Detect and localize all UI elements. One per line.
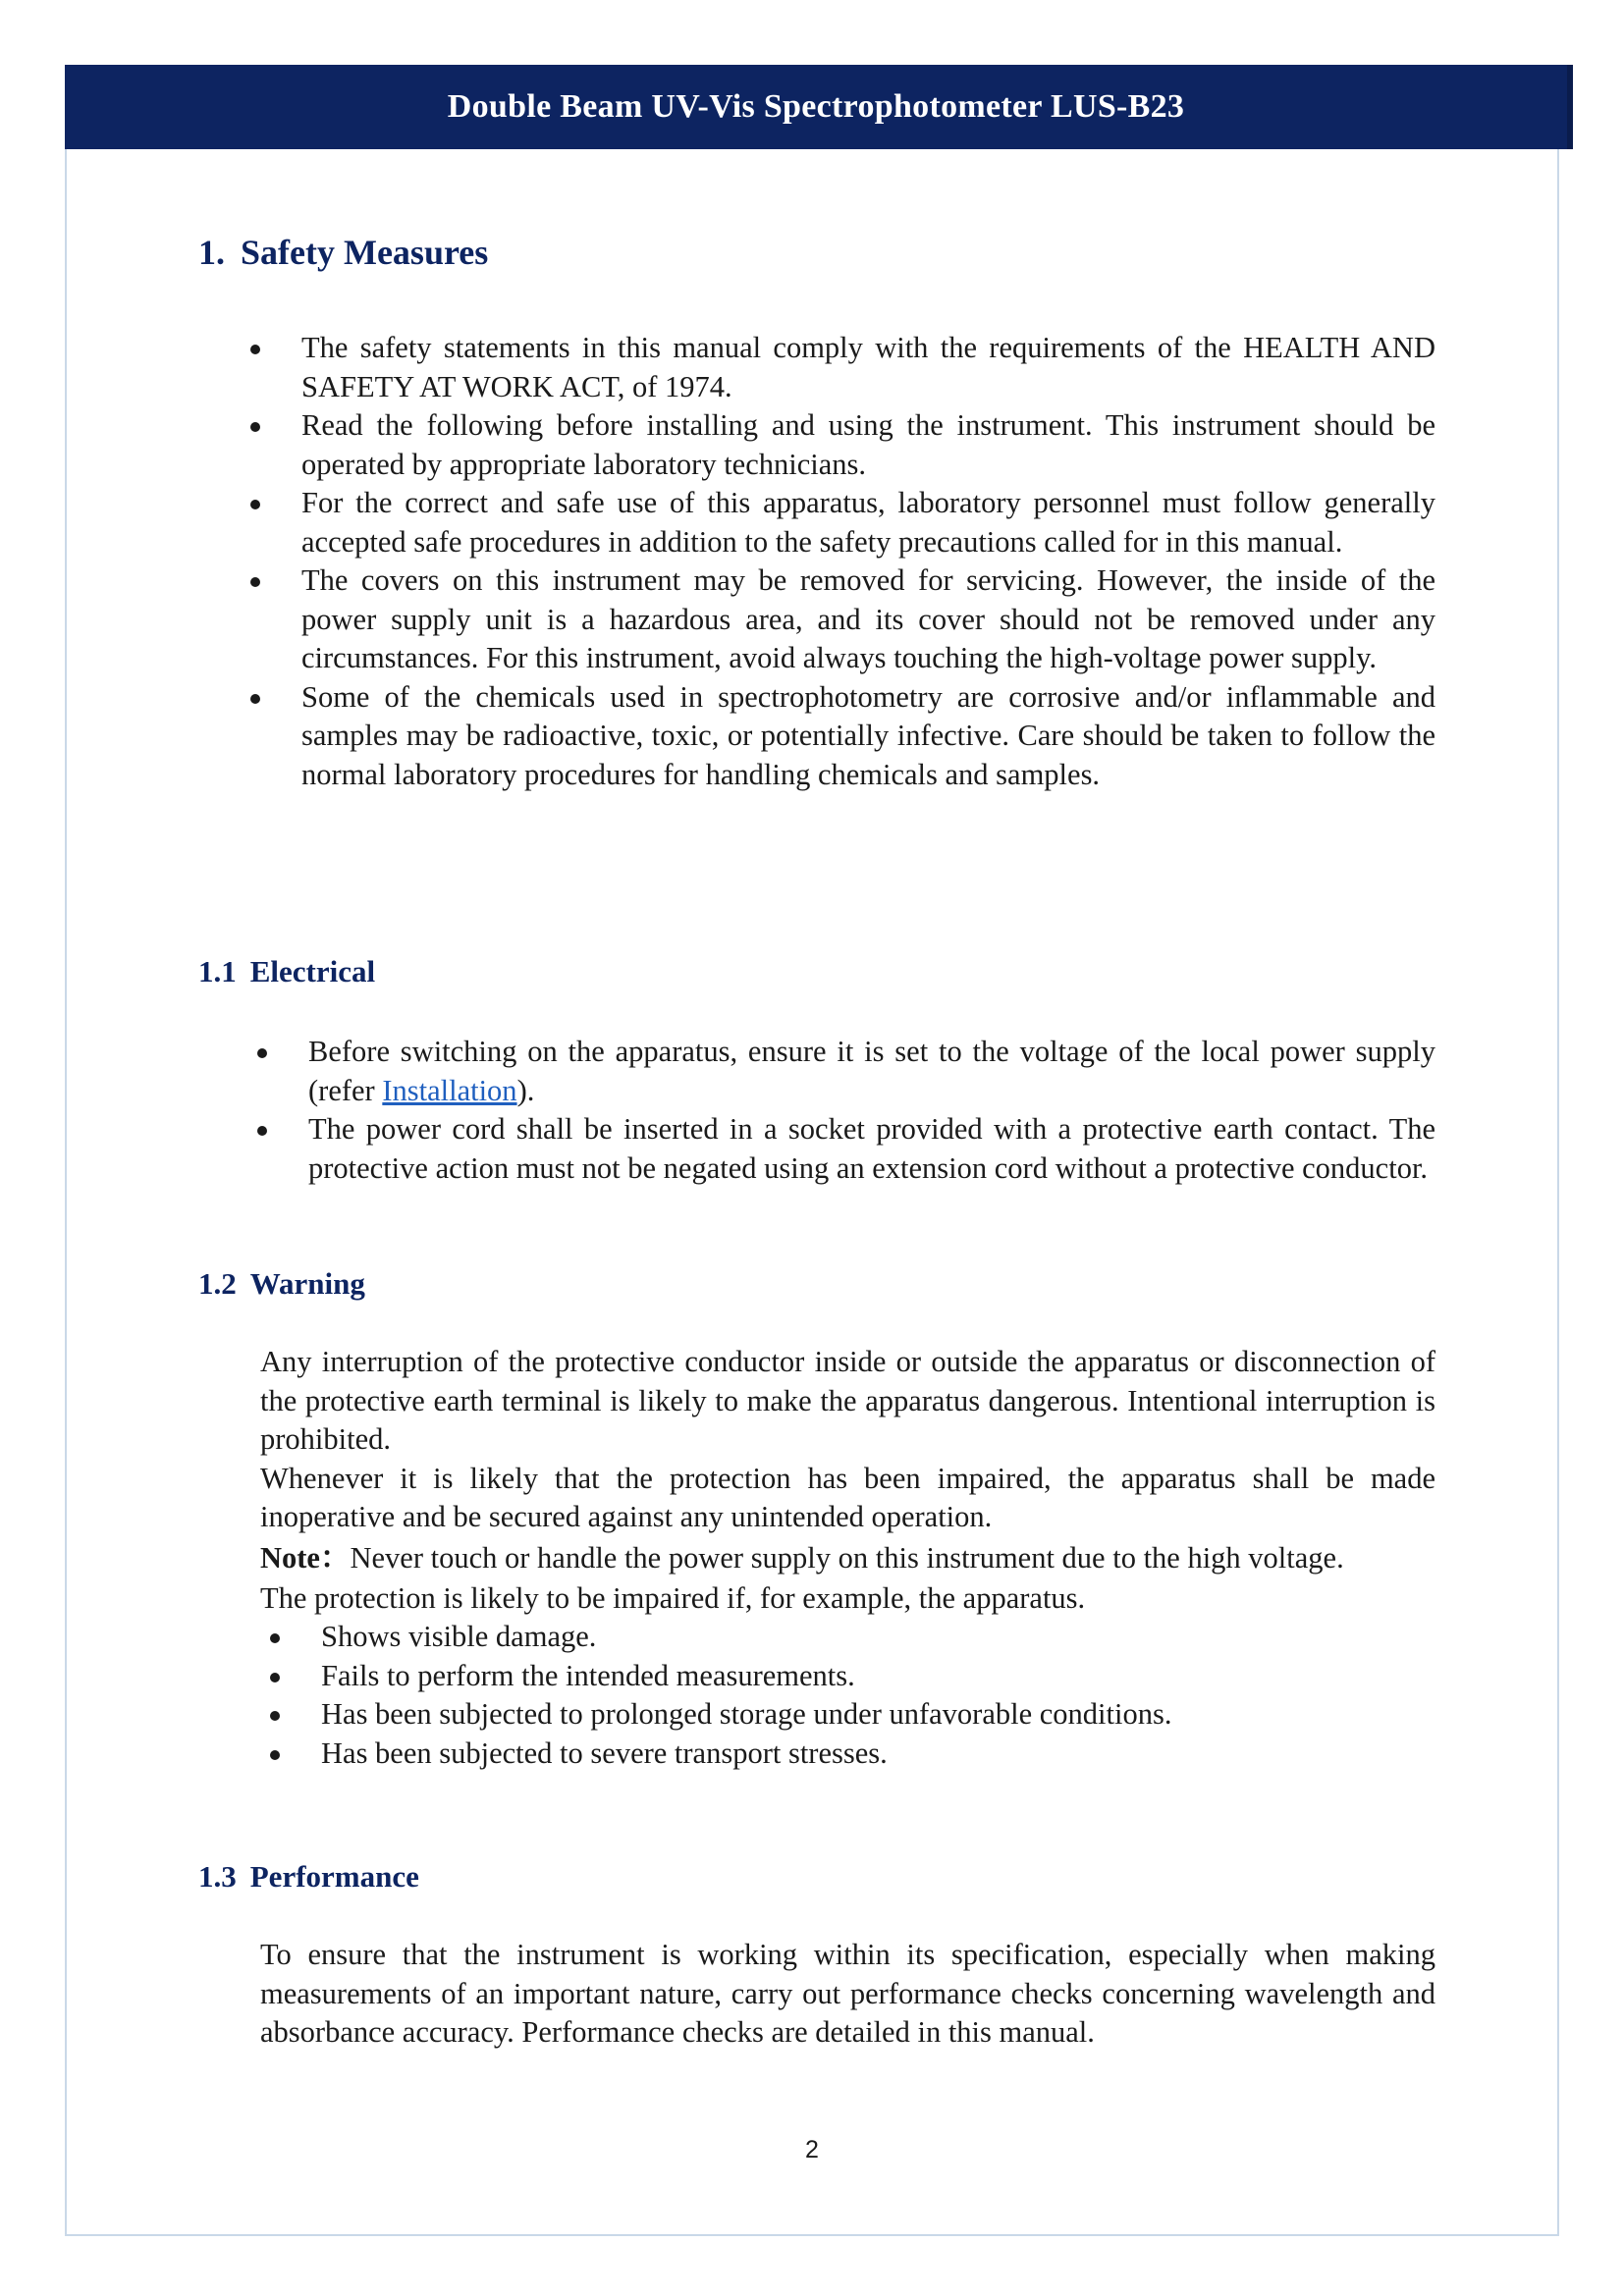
page-number: 2 (805, 2136, 819, 2163)
bullet-icon (250, 694, 260, 704)
bullet-icon (270, 1673, 280, 1682)
warning-body (260, 1343, 1435, 1773)
list-item: Has been subjected to prolonged storage under unfavorable conditions. (270, 1695, 1435, 1735)
document-header (65, 65, 1573, 149)
electrical-bullet-list (257, 1033, 1435, 1188)
subsection-number: 1.1 (198, 954, 237, 988)
list-item: Some of the chemicals used in spectrophotometry are corrosive and/or inflammable and samples may be radioactive, toxic, or potentially infective. Care should be taken to follow the normal laboratory procedures for handling chemicals and samples. (250, 678, 1435, 795)
section-number: 1. (198, 233, 225, 272)
list-item: Before switching on the apparatus, ensure it is set to the voltage of the local power supply (refer Installation). (257, 1033, 1435, 1110)
bullet-icon (257, 1048, 267, 1058)
impairment-bullet-list (270, 1618, 1435, 1773)
list-item: Shows visible damage. (270, 1618, 1435, 1657)
list-item: The covers on this instrument may be removed for servicing. However, the inside of the power supply unit is a hazardous area, and its cover should not be removed under any circumstances. For this instrument, avoid always touching the high-voltage power supply. (250, 561, 1435, 678)
note-label: Note： (260, 1540, 351, 1575)
subsection-title: Electrical (249, 954, 376, 988)
bullet-icon (250, 577, 260, 587)
subsection-heading-warning (198, 1266, 365, 1302)
subsection-title: Warning (249, 1266, 365, 1301)
warning-paragraph: Whenever it is likely that the protection has been impaired, the apparatus shall be made inoperative and be secured against any unintended operation. (260, 1461, 1435, 1533)
safety-bullet-list (250, 329, 1435, 794)
warning-paragraph: Any interruption of the protective conductor inside or outside the apparatus or disconnection of the protective earth terminal is likely to make the apparatus dangerous. Intentional interruption is prohibited. (260, 1345, 1435, 1456)
note-paragraph: Note：Never touch or handle the power supply on this instrument due to the high voltage. (260, 1540, 1344, 1575)
installation-link[interactable]: Installation (382, 1073, 517, 1107)
subsection-heading-performance (198, 1859, 419, 1895)
list-item: Read the following before installing and using the instrument. This instrument should be operated by appropriate laboratory technicians. (250, 406, 1435, 484)
list-item: Has been subjected to severe transport stresses. (270, 1735, 1435, 1774)
bullet-icon (250, 422, 260, 432)
bullet-icon (250, 345, 260, 354)
bullet-icon (270, 1750, 280, 1760)
document-title: Double Beam UV-Vis Spectrophotometer LUS-B23 (447, 88, 1185, 125)
subsection-number: 1.2 (198, 1266, 237, 1301)
bullet-icon (270, 1711, 280, 1721)
subsection-number: 1.3 (198, 1859, 237, 1894)
section-title: Safety Measures (241, 233, 489, 272)
list-item: Fails to perform the intended measurements. (270, 1657, 1435, 1696)
section-heading-safety-measures (198, 232, 488, 273)
bullet-icon (250, 500, 260, 509)
performance-paragraph: To ensure that the instrument is working within its specification, especially when making measurements of an important nature, carry out performance checks concerning wavelength and absorbance accuracy. Performance checks are detailed in this manual. (260, 1938, 1435, 2049)
list-item: The power cord shall be inserted in a socket provided with a protective earth contact. The protective action must not be negated using an extension cord without a protective conductor. (257, 1110, 1435, 1188)
subsection-title: Performance (249, 1859, 419, 1894)
bullet-icon (270, 1633, 280, 1643)
list-item: For the correct and safe use of this apparatus, laboratory personnel must follow generally accepted safe procedures in addition to the safety precautions called for in this manual. (250, 484, 1435, 561)
list-item: The safety statements in this manual comply with the requirements of the HEALTH AND SAFETY AT WORK ACT, of 1974. (250, 329, 1435, 406)
subsection-heading-electrical (198, 954, 375, 989)
bullet-icon (257, 1126, 267, 1136)
warning-paragraph: The protection is likely to be impaired if, for example, the apparatus. (260, 1580, 1086, 1615)
